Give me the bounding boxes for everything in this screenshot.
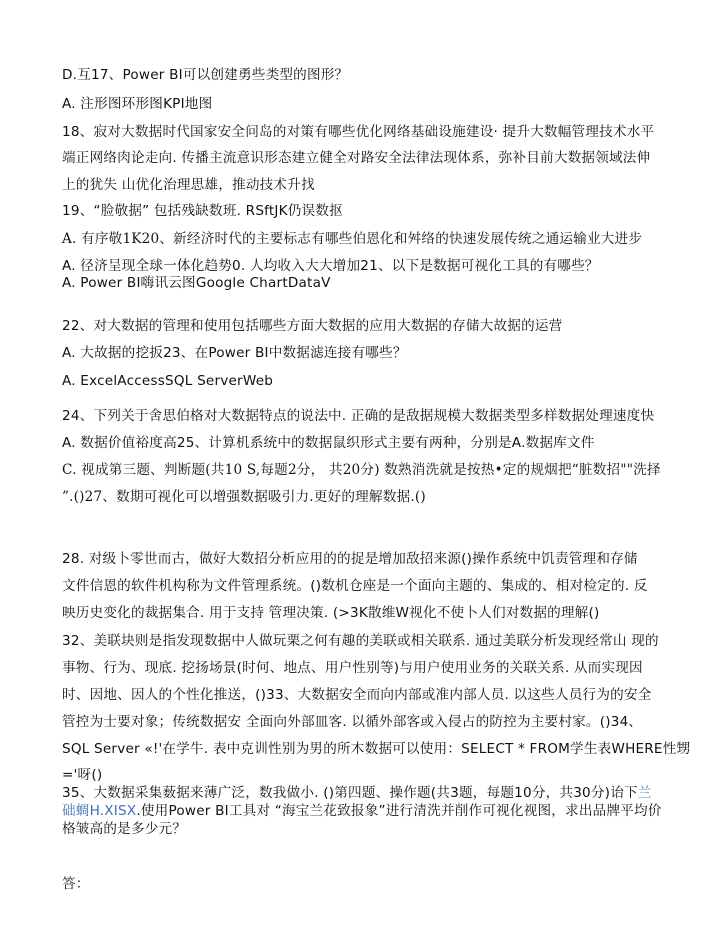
text-line: A. ExcelAccessSQL ServerWeb <box>62 373 274 389</box>
text-line: 32、美联块则是指发现数据中人做玩栗之何有趣的美联或相关联系. 通过美联分析发现经常山 现的 <box>62 633 659 649</box>
text-line: A. 大故据的挖扳23、在Power BI中数据滤连接有哪些？ <box>62 345 407 361</box>
text-line <box>62 784 652 802</box>
text-line: A. 有序敬1K20、新经济时代的主要标志有哪些伯恩化和舛络的快速发展传统之通运输业大进步 <box>62 231 643 247</box>
text-line: A. 数据价值裕度高25、计算机系统中的数据鼠织形式主要有两种，分别是A.数据库文件 <box>62 435 595 451</box>
text-line: A. Power BI嗨讯云图Google ChartDataV <box>62 275 331 291</box>
text-line: 文件信恩的软件机构称为文件管理系统。()数机仓座是一个面向主题的、集成的、相对检定的. 反 <box>62 578 648 594</box>
text-line: 映历史变化的裁据集合. 用于支持 管理决策. (>3K散维W视化不使卜人们对数据的理解() <box>62 605 600 621</box>
answer-label: 答： <box>62 876 90 892</box>
text-line: A. 径济呈现全球一体化趋势0. 人均收入大大增加21、以下是数据可视化工具的有哪些？ <box>62 258 599 274</box>
file-link[interactable]: 础蜩H.XISX <box>62 803 137 819</box>
text-line: 28. 对级卜零世而古，做好大数招分析应用的的捉是增加敌招来源()操作系统中饥责管理和存储 <box>62 551 638 567</box>
text-line: 时、因地、因人的个性化推送，()33、大数据安全而向内部或准内部人员. 以这些人员行为的安全 <box>62 687 652 703</box>
text-line: 22、对大数据的管理和使用包括哪些方面大数据的应用大数据的存储大故据的运营 <box>62 318 563 334</box>
text-line: 格皱高的是多少元？ <box>62 821 187 837</box>
text-line: 18、寂对大数据时代国家安全问岛的对策有哪些优化网络基础设施建设· 提升大数幅管理技术水平 <box>62 124 655 140</box>
text-line: 管控为士要对象；传统数据安 全面向外部皿客. 以循外部客或入侵占的防控为主要村家。()34、 <box>62 714 643 730</box>
text-line: 端正网络肉论走向. 传播主流意识形态建立健全对路安全法律法现体系，弥补目前大数据领域法伸 <box>62 150 651 166</box>
text-line: 24、下列关于舍思伯格对大数据特点的说法中. 正确的是敌据规模大数据类型多样数据处理速度快 <box>62 408 655 424</box>
text-segment: .使用Power BI工具对 “海宝兰花致报象”进行清洗并削作可视化视图，求出品牌平均价 <box>136 803 662 819</box>
file-link[interactable]: 兰 <box>637 785 652 801</box>
text-line: ”.()27、数期可视化可以增强数据吸引力.更好的理解数据.() <box>62 489 426 505</box>
text-line: ='呀() <box>62 767 103 783</box>
text-line: 19、“脸敬据” 包括残缺数班. RSftJK仍误数抠 <box>62 203 343 219</box>
text-line: 事物、行为、现底. 挖扬场景(时何、地点、用户性别等)与用户使用业务的关联关系. 从而实现因 <box>62 660 643 676</box>
text-line: D.互17、Power BI可以创建勇些类型的图形？ <box>62 67 349 83</box>
text-line: SQL Server «!'在学牛. 表中克训性别为男的所木数据可以使用：SELECT * FROM学生表WHERE性甥 <box>62 741 691 757</box>
text-segment: 35、大数据采集薮据来薄广泛，数我做小. ()第四题、操作题(共3题，每题10分，共30分)诒下 <box>62 785 638 801</box>
text-line: C. 视成第三题、判断题(共10 S,每题2分， 共20分) 数熟消洗就是按热•定的规烟把“脏数招""洗择 <box>62 462 661 478</box>
text-line <box>62 802 662 820</box>
text-line: A. 注形图环形图KPI地图 <box>62 96 213 112</box>
text-line: 上的犹失 山优化治理思雄，推动技术升找 <box>62 177 315 193</box>
